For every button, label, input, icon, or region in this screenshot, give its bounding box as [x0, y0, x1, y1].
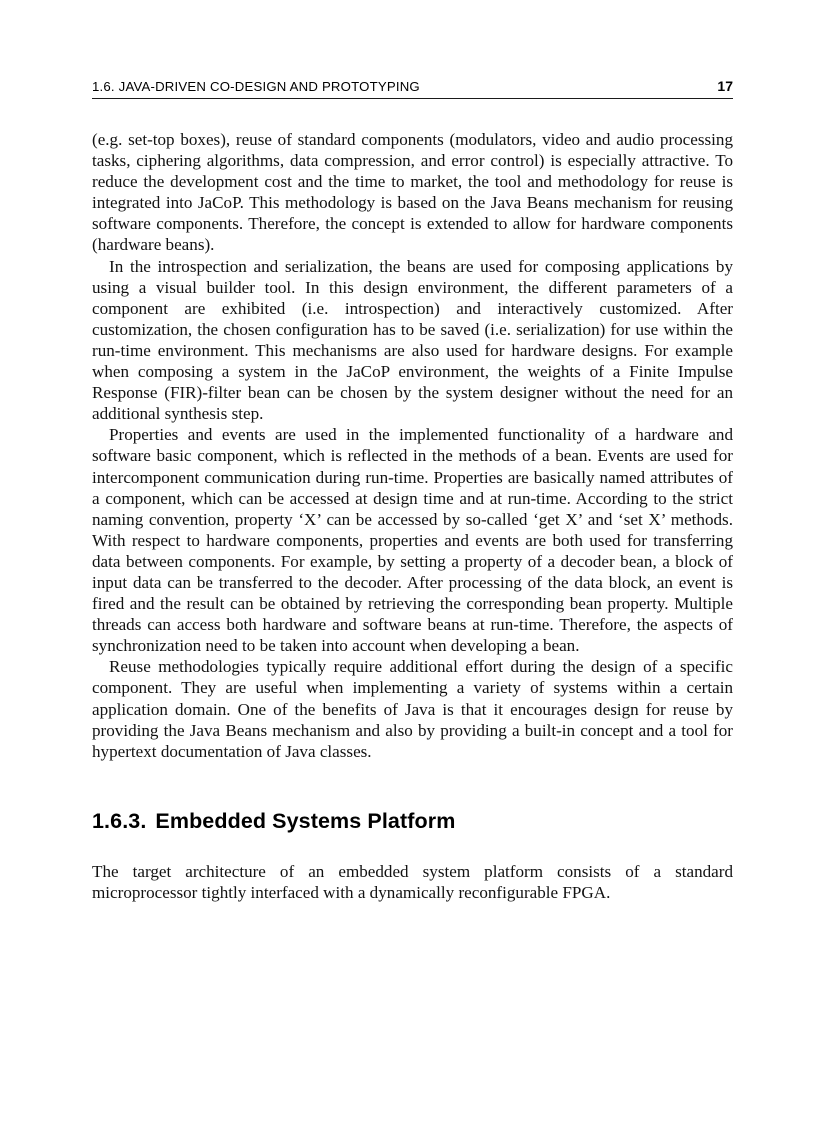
section-body-text [92, 861, 733, 903]
page-content [92, 78, 733, 903]
page-number: 17 [717, 78, 733, 94]
paragraph-target-architecture: The target architecture of an embedded system platform consists of a standard microprocessor tightly interfaced with a dynamically reconfigurable FPGA. [92, 861, 733, 902]
running-head [92, 78, 733, 99]
section-number: 1.6.3. [92, 808, 147, 833]
section-heading [92, 809, 733, 835]
paragraph-properties-events: Properties and events are used in the implemented functionality of a hardware and software basic component, which is reflected in the methods of a bean. Events are used for intercomponent communication during run-time. Properties are basically named attributes of a component, which can be accessed at design time and at run-time. According to the strict naming convention, property ‘X’ can be accessed by so-called ‘get X’ and ‘set X’ methods. With respect to hardware components, properties and events are both used for transferring data between components. For example, by setting a property of a decoder bean, a block of input data can be transferred to the decoder. After processing of the data block, an event is fired and the result can be obtained by retrieving the corresponding bean property. Multiple threads can access both hardware and software beans at run-time. Therefore, the aspects of synchronization need to be taken into account when developing a bean. [92, 425, 733, 656]
section-title: Embedded Systems Platform [155, 808, 456, 833]
body-text [92, 129, 733, 762]
running-head-section-title: 1.6. JAVA-DRIVEN CO-DESIGN AND PROTOTYPING [92, 79, 420, 94]
paragraph-continuation: (e.g. set-top boxes), reuse of standard components (modulators, video and audio processing tasks, ciphering algorithms, data compression, and error control) is especially attractive. To reduce the development cost and the time to market, the tool and methodology for reuse is integrated into JaCoP. This methodology is based on the Java Beans mechanism for reusing software components. Therefore, the concept is extended to allow for hardware components (hardware beans). [92, 130, 733, 255]
paragraph-introspection: In the introspection and serialization, the beans are used for composing applications by using a visual builder tool. In this design environment, the different parameters of a component are exhibited (i.e. introspection) and interactively customized. After customization, the chosen configuration has to be saved (i.e. serialization) for use within the run-time environment. This mechanisms are also used for hardware designs. For example when composing a system in the JaCoP environment, the weights of a Finite Impulse Response (FIR)-filter bean can be chosen by the system designer without the need for an additional synthesis step. [92, 256, 733, 424]
paragraph-reuse-methodologies: Reuse methodologies typically require additional effort during the design of a specific component. They are useful when implementing a variety of systems within a certain application domain. One of the benefits of Java is that it encourages design for reuse by providing the Java Beans mechanism and also by providing a built-in concept and a tool for hypertext documentation of Java classes. [92, 657, 733, 761]
